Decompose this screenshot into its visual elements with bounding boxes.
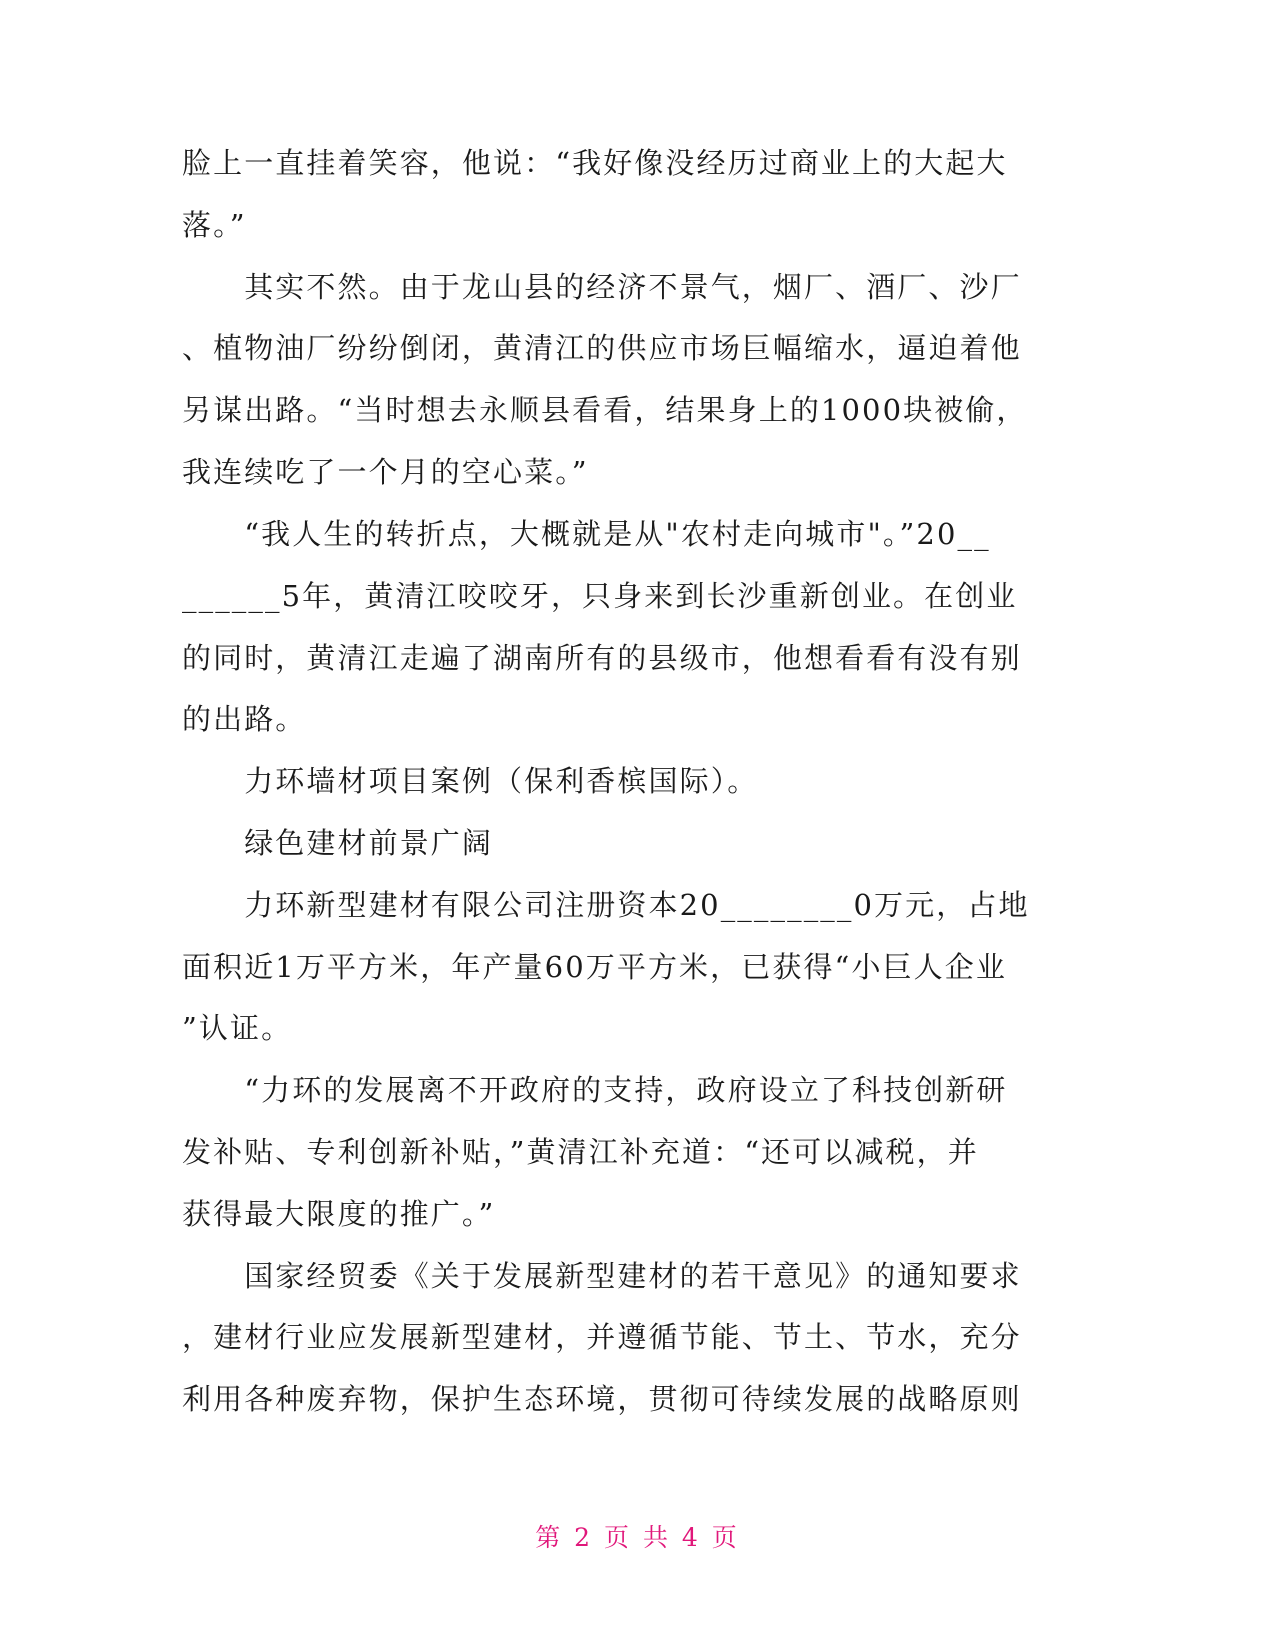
text-line-10: 的出路。 — [182, 702, 307, 736]
text-line-18: 获得最大限度的推广。” — [182, 1197, 496, 1231]
text-line-12: 绿色建材前景广阔 — [182, 826, 494, 860]
text-line-6: 我连续吃了一个月的空心菜。” — [182, 455, 589, 489]
text-line-5: 另谋出路。“当时想去永顺县看看，结果身上的1000块被偷， — [182, 393, 1028, 427]
page-number-footer: 第 2 页 共 4 页 — [535, 1523, 740, 1552]
text-line-11: 力环墙材项目案例（保利香槟国际）。 — [182, 764, 759, 798]
text-line-3: 其实不然。由于龙山县的经济不景气，烟厂、酒厂、沙厂 — [182, 270, 1022, 304]
text-line-13: 力环新型建材有限公司注册资本20________0万元，占地 — [182, 888, 1030, 922]
text-line-14: 面积近1万平方米，年产量60万平方米，已获得“小巨人企业 — [182, 950, 1007, 984]
text-line-16: “力环的发展离不开政府的支持，政府设立了科技创新研 — [182, 1073, 1008, 1107]
text-line-7: “我人生的转折点，大概就是从"农村走向城市"。”20__ — [182, 517, 991, 551]
text-line-9: 的同时，黄清江走遍了湖南所有的县级市，他想看看有没有别 — [182, 641, 1022, 675]
text-line-2: 落。” — [182, 208, 247, 242]
text-line-15: ”认证。 — [182, 1011, 293, 1045]
text-line-1: 脸上一直挂着笑容，他说：“我好像没经历过商业上的大起大 — [182, 146, 1008, 180]
text-line-8: ______5年，黄清江咬咬牙，只身来到长沙重新创业。在创业 — [182, 579, 1018, 613]
text-line-20: ，建材行业应发展新型建材，并遵循节能、节土、节水，充分 — [182, 1320, 1022, 1354]
text-line-19: 国家经贸委《关于发展新型建材的若干意见》的通知要求 — [182, 1259, 1022, 1293]
text-line-21: 利用各种废弃物，保护生态环境，贯彻可待续发展的战略原则 — [182, 1382, 1022, 1416]
text-line-4: 、植物油厂纷纷倒闭，黄清江的供应市场巨幅缩水，逼迫着他 — [182, 331, 1022, 365]
text-line-17: 发补贴、专利创新补贴，”黄清江补充道：“还可以减税，并 — [182, 1135, 979, 1169]
